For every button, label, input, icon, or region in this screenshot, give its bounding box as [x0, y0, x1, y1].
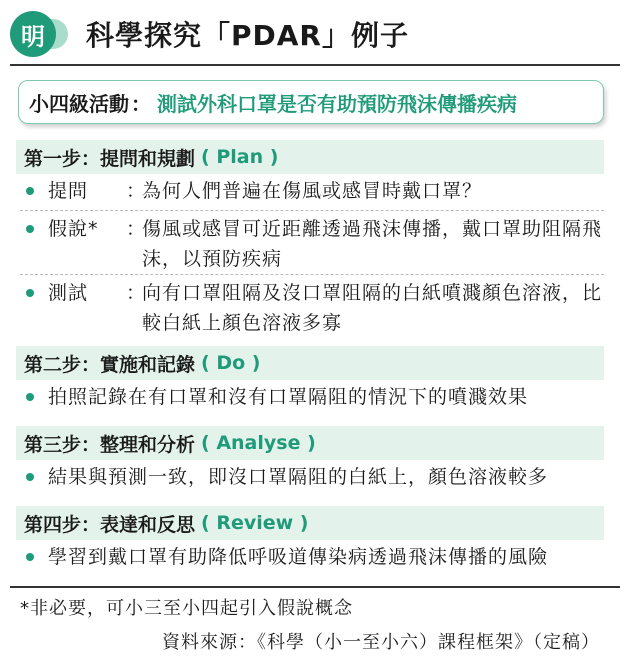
step-english: ( Analyse ) [201, 432, 316, 454]
step-4-header [16, 506, 604, 540]
item-text: 結果與預測一致，即沒口罩隔阻的白紙上，顏色溶液較多 [48, 466, 549, 488]
footnote: *非必要，可小三至小四起引入假說概念 [20, 598, 353, 619]
step-title: 第二步：實施和記錄 [24, 353, 196, 376]
divider [20, 210, 604, 211]
bullet-icon [26, 473, 34, 481]
divider [20, 274, 604, 275]
item-text: 傷風或感冒可近距離透過飛沫傳播，戴口罩助阻隔飛沫，以預防疾病 [142, 218, 603, 270]
bullet-icon [26, 553, 34, 561]
item-text: 為何人們普遍在傷風或感冒時戴口罩？ [142, 180, 483, 202]
header-divider [10, 64, 620, 66]
activity-separator: ： [131, 91, 151, 116]
item-key: 測試 [48, 282, 89, 304]
list-item [20, 382, 604, 412]
page-title: 科學探究「PDAR」例子 [86, 19, 409, 52]
badge-text: 明 [10, 11, 56, 57]
step-english: ( Plan ) [201, 146, 279, 168]
item-key: 提問 [48, 180, 89, 202]
step-english: ( Review ) [201, 512, 309, 534]
bullet-icon [26, 225, 34, 233]
activity-label: 小四級活動 [29, 91, 129, 116]
ming-badge-icon [10, 11, 72, 57]
step-1-header [16, 140, 604, 174]
list-item [20, 176, 604, 206]
activity-box [18, 80, 604, 124]
item-colon: ： [126, 282, 146, 304]
step-title: 第一步：提問和規劃 [24, 147, 196, 170]
item-colon: ： [126, 180, 146, 202]
activity-topic: 測試外科口罩是否有助預防飛沫傳播疾病 [157, 91, 517, 116]
list-item [20, 542, 604, 572]
step-title: 第三步：整理和分析 [24, 433, 196, 456]
step-3-header [16, 426, 604, 460]
item-key: 假說* [48, 218, 99, 240]
list-item [20, 462, 604, 492]
step-2-header [16, 346, 604, 380]
step-title: 第四步：表達和反思 [24, 513, 196, 536]
bullet-icon [26, 393, 34, 401]
bullet-icon [26, 289, 34, 297]
item-text: 向有口罩阻隔及沒口罩阻隔的白紙噴濺顏色溶液，比較白紙上顏色溶液多寡 [142, 282, 603, 334]
step-english: ( Do ) [201, 352, 261, 374]
source-citation: 資料來源：《科學（小一至小六）課程框架》（定稿） [162, 632, 600, 653]
list-item [20, 214, 604, 274]
item-text: 學習到戴口罩有助降低呼吸道傳染病透過飛沫傳播的風險 [48, 546, 549, 568]
item-text: 拍照記錄在有口罩和沒有口罩隔阻的情況下的噴濺效果 [48, 386, 529, 408]
bullet-icon [26, 187, 34, 195]
header [10, 8, 622, 60]
footer-divider [10, 586, 620, 588]
list-item [20, 278, 604, 338]
item-colon: ： [126, 218, 146, 240]
